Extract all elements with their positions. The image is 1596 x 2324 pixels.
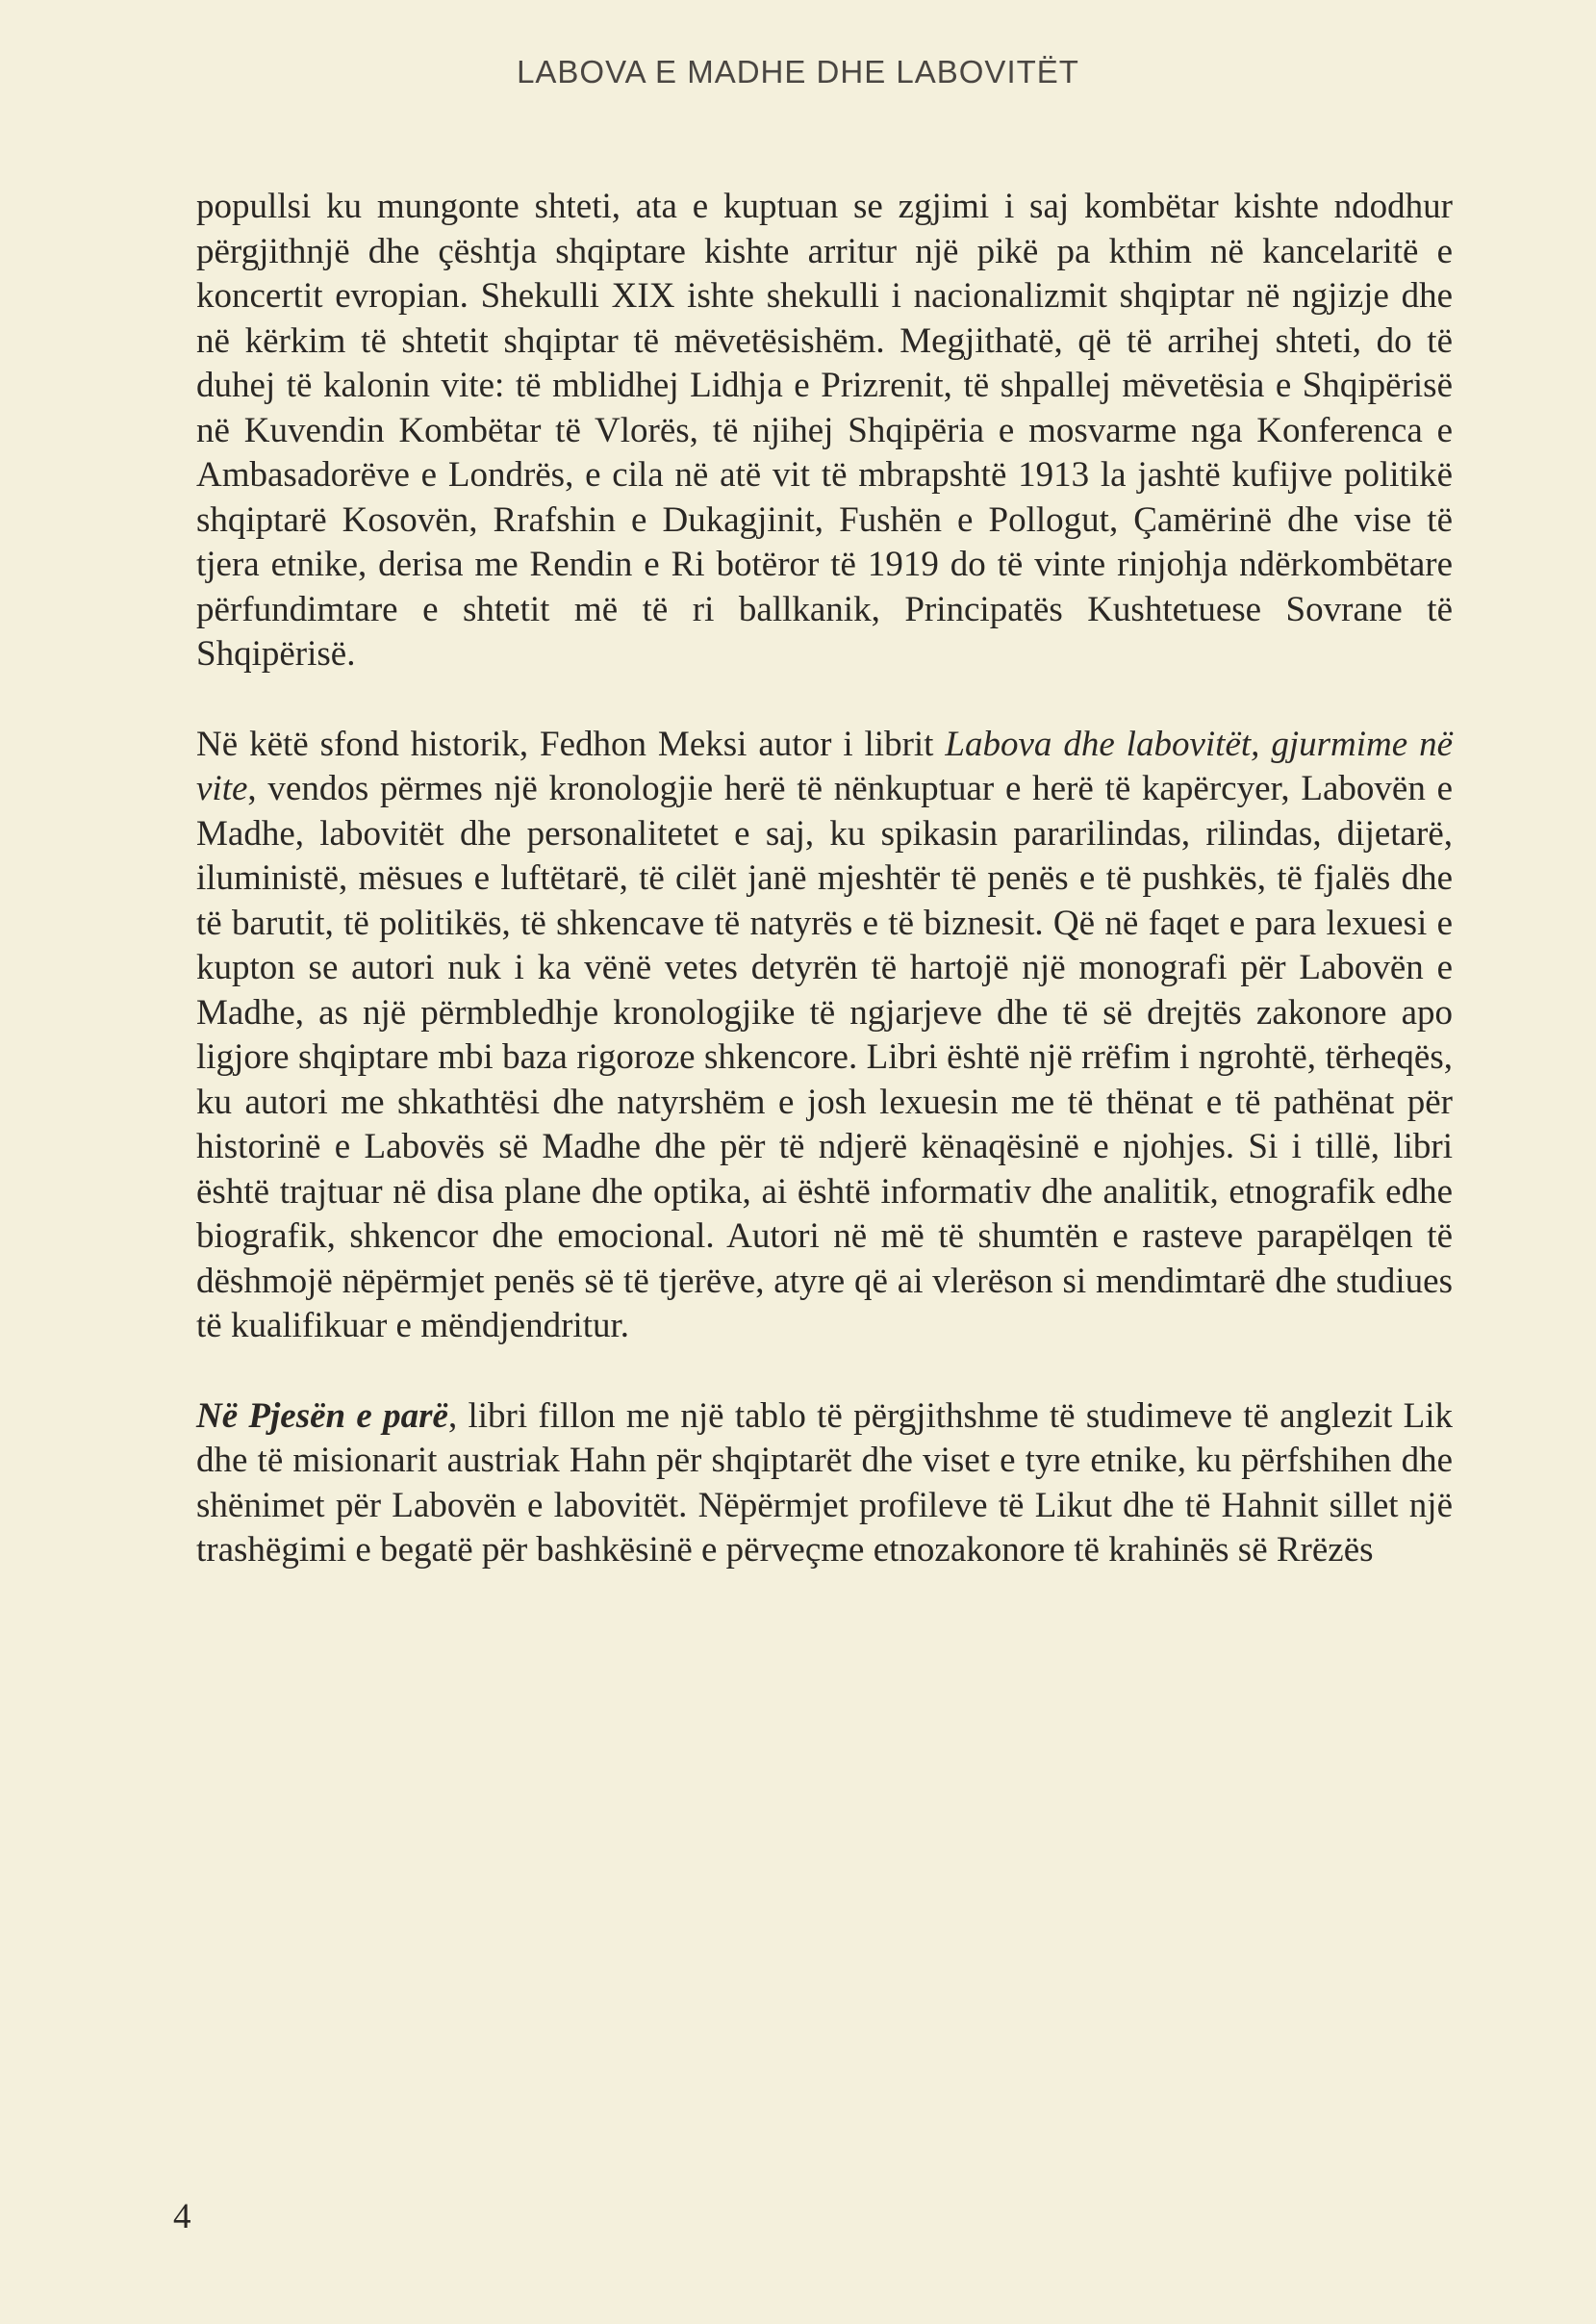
paragraph-3-body: , libri fillon me një tablo të përgjithshme të studimeve të anglezit Lik dhe të misionarit austriak Hahn për shqiptarët dhe viset e tyre etnike, ku përfshihen dhe shënimet për Labovën e labovitët. Nëpërmjet profileve të Likut dhe të Hahnit sillet një trashëgimi e begatë për bashkësinë e përveçme etnozakonore të krahinës së Rrëzës	[196, 1395, 1454, 1570]
paragraph-1: popullsi ku mungonte shteti, ata e kuptuan se zgjimi i saj kombëtar kishte ndodhur përgjithnjë dhe çështja shqiptare kishte arritur një pikë pa kthim në kancelaritë e koncertit evropian. Shekulli XIX ishte shekulli i nacionalizmit shqiptar në ngjizje dhe në kërkim të shtetit shqiptar të mëvetësishëm. Megjithatë, që të arrihej shteti, do të duhej të kalonin vite: të mblidhej Lidhja e Prizrenit, të shpallej mëvetësia e Shqipërisë në Kuvendin Kombëtar të Vlorës, të njihej Shqipëria e mosvarme nga Konferenca e Ambasadorëve e Londrës, e cila në atë vit të mbrapshtë 1913 la jashtë kufijve politikë shqiptarë Kosovën, Rrafshin e Dukagjinit, Fushën e Pollogut, Çamërinë dhe vise të tjera etnike, derisa me Rendin e Ri botëror të 1919 do të vinte rinjohja ndërkombëtare përfundimtare e shtetit më të ri ballkanik, Principatës Kushtetuese Sovrane të Shqipërisë.	[196, 187, 1453, 674]
paragraph-2-body: , vendos përmes një kronologjie herë të nënkuptuar e herë të kapërcyer, Labovën e Madhe, labovitët dhe personalitetet e saj, ku spikasin pararilindas, rilindas, dijetarë, iluministë, mësues e luftëtarë, të cilët janë mjeshtër të penës e të pushkës, të fjalës dhe të barutit, të politikës, të shkencave të natyrës e të biznesit. Që në faqet e para lexuesi e kupton se autori nuk i ka vënë vetes detyrën të hartojë një monografi për Labovën e Madhe, as një përmbledhje kronologjike të ngjarjeve dhe të së drejtës zakonore apo ligjore shqiptare mbi baza rigoroze shkencore. Libri është një rrëfim i ngrohtë, tërheqës, ku autori me shkathtësi dhe natyrshëm e josh lexuesin me të thënat e të pathënat për historinë e Labovës së Madhe dhe për të ndjerë kënaqësinë e njohjes. Si i tillë, libri është trajtuar në disa plane dhe optika, ai është informativ dhe analitik, etnografik edhe biografik, shkencor dhe emocional. Autori në më të shumtën e rasteve parapëlqen të dëshmojë nëpërmjet penës së të tjerëve, atyre që ai vlerëson si mendimtarë dhe studiues të kualifikuar e mëndjendritur.	[196, 769, 1453, 1345]
paragraph-2-intro: Në këtë sfond historik, Fedhon Meksi autor i librit	[196, 724, 946, 764]
section-lead-in: Në Pjesën e parë	[196, 1395, 448, 1436]
page-number: 4	[173, 2197, 191, 2236]
paragraph-2	[196, 723, 1453, 1349]
running-header: LABOVA E MADHE DHE LABOVITËT	[517, 54, 1079, 89]
book-title: Labova dhe labovitët, gjurmime në vite	[196, 724, 1453, 808]
paragraph-3	[196, 1394, 1453, 1573]
body-text	[196, 185, 1453, 1573]
